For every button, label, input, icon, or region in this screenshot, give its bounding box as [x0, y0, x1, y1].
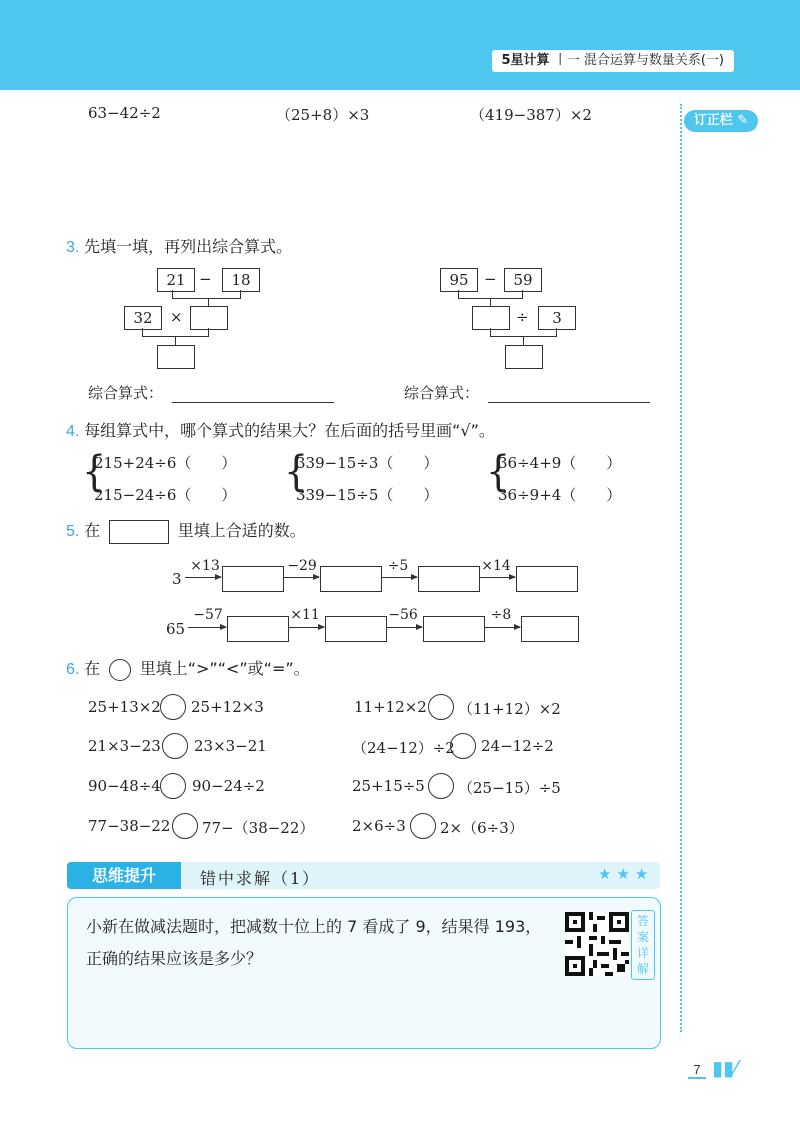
tree-line: [490, 298, 491, 306]
q6-r1-r-circle[interactable]: [428, 694, 454, 720]
chain-1-op-2: −29: [287, 558, 317, 574]
question-4-text: 每组算式中，哪个算式的结果大？在后面的括号里画“√”。: [84, 421, 495, 440]
question-5-text-after: 里填上合适的数。: [177, 521, 306, 540]
tree-line: [523, 336, 524, 345]
brace: {: [486, 446, 511, 496]
brace: {: [284, 446, 309, 496]
header-banner: [0, 0, 800, 90]
qr-code-icon[interactable]: [565, 912, 629, 976]
left-tree-value-a: 21: [157, 268, 195, 292]
q4-g3-b[interactable]: 36÷9+4（ ）: [498, 486, 622, 504]
chain-2-op-2: ×11: [290, 607, 320, 623]
correction-label: 订正栏: [693, 113, 733, 128]
arrow: [381, 577, 417, 578]
chain-2-blank-4[interactable]: [521, 616, 579, 642]
tree-line: [142, 328, 143, 336]
qr-code-graphic: [565, 912, 629, 976]
q6-r3-l-circle[interactable]: [160, 773, 186, 799]
q6-r2-l-right: 23×3−21: [194, 737, 267, 755]
question-5-text-before: 在: [84, 521, 101, 540]
question-line-1: 小新在做减法题时，把减数十位上的 7 看成了 9，结果得 193，: [86, 917, 542, 936]
left-formula-blank[interactable]: [172, 402, 334, 403]
pencil-icon: ✎: [737, 113, 749, 128]
brace: {: [82, 446, 107, 496]
question-6-heading: [66, 656, 310, 681]
brand-label: 5星计算: [501, 53, 550, 68]
left-tree-result[interactable]: [157, 345, 195, 369]
q6-r4-r-left: 2×6÷3: [352, 817, 406, 835]
right-tree-value-c: 3: [538, 306, 576, 330]
example-box: [109, 520, 169, 544]
q6-r1-r-right: （11+12）×2: [458, 700, 561, 718]
q6-r1-r-left: 11+12×2: [354, 698, 427, 716]
question-3-text: 先填一填，再列出综合算式。: [84, 237, 293, 256]
right-tree-result[interactable]: [505, 345, 543, 369]
right-formula-blank[interactable]: [488, 402, 650, 403]
chain-1-blank-4[interactable]: [516, 566, 578, 592]
right-tree-blank-1[interactable]: [472, 306, 510, 330]
arrow: [185, 577, 221, 578]
question-line-2: 正确的结果应该是多少？: [86, 949, 263, 968]
q6-r3-l-right: 90−24÷2: [192, 777, 265, 795]
q6-r4-l-left: 77−38−22: [88, 817, 171, 835]
tree-line: [490, 328, 491, 336]
upgrade-tag: 思维提升: [67, 862, 181, 889]
arrow: [288, 627, 324, 628]
problem-3: （419−387）×2: [470, 106, 592, 124]
question-5-number: 5.: [66, 523, 80, 540]
arrow: [479, 577, 515, 578]
arrow: [386, 627, 422, 628]
q6-r4-r-right: 2×（6÷3）: [440, 819, 524, 837]
problem-1: 63−42÷2: [88, 104, 161, 122]
page-number: 7: [688, 1062, 706, 1079]
q4-g2-b[interactable]: 339−15÷5（ ）: [296, 486, 439, 504]
tree-line: [208, 328, 209, 336]
upgrade-title: 错中求解（1）: [200, 869, 321, 888]
chapter-title: 混合运算与数量关系(一): [583, 53, 724, 68]
left-tree-value-c: 32: [124, 306, 162, 330]
tree-line: [172, 298, 241, 299]
question-4-heading: [66, 418, 495, 441]
q6-r2-r-left: （24−12）÷2: [352, 739, 455, 757]
left-tree-op2: ×: [170, 308, 183, 326]
tree-line: [208, 298, 209, 306]
chain-1-blank-1[interactable]: [222, 566, 284, 592]
q6-r3-l-left: 90−48÷4: [88, 777, 161, 795]
chain-1-op-4: ×14: [481, 558, 511, 574]
right-tree-value-b: 59: [504, 268, 542, 292]
q6-r2-r-right: 24−12÷2: [481, 737, 554, 755]
q6-r2-l-left: 21×3−23: [88, 737, 161, 755]
chain-2-op-3: −56: [388, 607, 418, 623]
tree-line: [175, 336, 176, 345]
left-formula-label: 综合算式：: [88, 384, 164, 402]
q6-r1-l-left: 25+13×2: [88, 698, 161, 716]
question-5-heading: [66, 518, 306, 544]
question-6-text-after: 里填上“>”“<”或“=”。: [139, 659, 310, 678]
q6-r4-l-right: 77−（38−22）: [202, 819, 315, 837]
q6-r1-l-right: 25+12×3: [191, 698, 264, 716]
correction-badge: [684, 110, 758, 132]
question-6-number: 6.: [66, 661, 80, 678]
arrow: [484, 627, 520, 628]
tree-line: [522, 290, 523, 298]
q4-g2-a[interactable]: 339−15÷3（ ）: [296, 454, 439, 472]
left-tree-op1: −: [199, 270, 212, 288]
chain-2-op-4: ÷8: [490, 607, 512, 623]
q6-r4-l-circle[interactable]: [172, 813, 198, 839]
tree-line: [172, 290, 173, 298]
tree-line: [458, 290, 459, 298]
difficulty-stars-icon: ★★★: [598, 865, 654, 883]
question-3-number: 3.: [66, 239, 80, 256]
arrow: [188, 627, 226, 628]
tree-line: [240, 290, 241, 298]
answer-detail-label[interactable]: 答案详解: [631, 910, 655, 980]
chain-1-start: 3: [172, 570, 182, 588]
question-6-text-before: 在: [84, 659, 101, 678]
q4-g1-b[interactable]: 215−24÷6（ ）: [94, 486, 237, 504]
chain-1-op-3: ÷5: [387, 558, 409, 574]
q6-r3-r-left: 25+15÷5: [352, 777, 425, 795]
q6-r2-r-circle[interactable]: [450, 733, 476, 759]
problem-2: （25+8）×3: [276, 106, 370, 124]
left-tree-blank-1[interactable]: [190, 306, 228, 330]
right-tree-op1: −: [484, 270, 497, 288]
tree-line: [556, 328, 557, 336]
chapter-tag: [492, 50, 735, 72]
example-circle: [109, 659, 131, 681]
q4-g3-a[interactable]: 36÷4+9（ ）: [498, 454, 622, 472]
chain-1-op-1: ×13: [190, 558, 220, 574]
separator: 丨一: [553, 53, 580, 68]
q6-r3-r-right: （25−15）÷5: [458, 779, 561, 797]
chain-2-start: 65: [166, 620, 186, 638]
question-3-heading: [66, 234, 292, 257]
q6-r1-l-circle[interactable]: [160, 694, 186, 720]
q4-g1-a[interactable]: 215+24÷6（ ）: [94, 454, 237, 472]
question-4-number: 4.: [66, 423, 80, 440]
right-formula-label: 综合算式：: [404, 384, 480, 402]
right-tree-value-a: 95: [440, 268, 478, 292]
margin-divider: [680, 104, 682, 1032]
q6-r4-r-circle[interactable]: [410, 813, 436, 839]
chain-2-op-1: −57: [193, 607, 223, 623]
right-tree-op2: ÷: [516, 308, 529, 326]
book-stack-icon: ▮▮⁄: [712, 1056, 738, 1080]
q6-r3-r-circle[interactable]: [428, 773, 454, 799]
left-tree-value-b: 18: [222, 268, 260, 292]
q6-r2-l-circle[interactable]: [162, 733, 188, 759]
arrow: [283, 577, 319, 578]
